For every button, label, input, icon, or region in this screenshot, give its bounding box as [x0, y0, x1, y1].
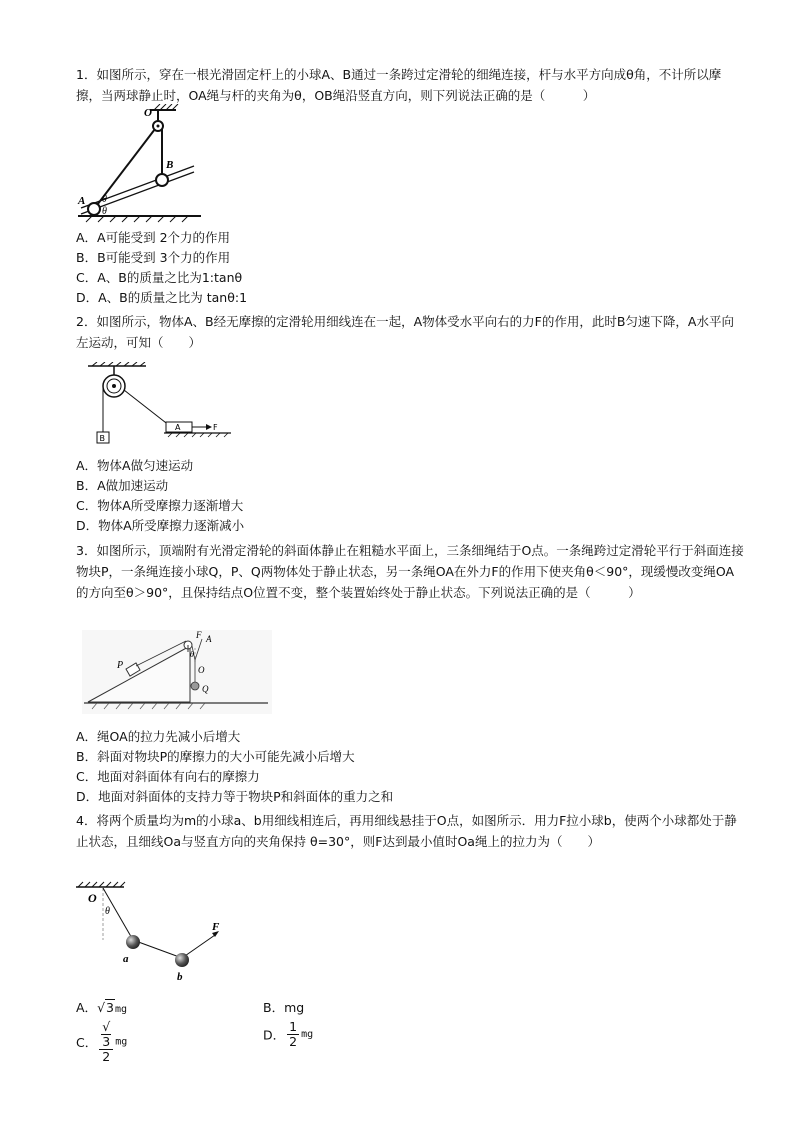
question-4-stem: 4．将两个质量均为m的小球a、b用细线相连后，再用细线悬挂于O点，如图所示．用力F拉小球b，使两个小球都处于静止状态，且细线Oa与竖直方向的夹角保持 θ=30°，则F达到最小值时Oa绳上的拉力为（ ）	[76, 813, 737, 849]
figure-4	[76, 880, 236, 980]
q2-option-a: A．物体A做匀速运动	[76, 458, 194, 473]
label-theta-1: θ	[102, 194, 107, 205]
question-1	[76, 64, 746, 106]
label-F-force: F	[213, 423, 218, 432]
q2-option-d: D．物体A所受摩擦力逐渐减小	[76, 518, 245, 533]
figure-2	[86, 362, 236, 448]
label-A: A	[206, 634, 212, 644]
question-1-stem: 1．如图所示，穿在一根光滑固定杆上的小球A、B通过一条跨过定滑轮的细绳连接，杆与水平方向成θ角，不计所以摩擦，当两球静止时，OA绳与杆的夹角为θ，OB绳沿竖直方向，则下列说法正确的是（ ）	[76, 67, 722, 103]
figure-3	[82, 630, 272, 714]
q3-option-c: C．地面对斜面体有向右的摩擦力	[76, 769, 260, 784]
figure-1	[76, 104, 206, 224]
label-O: O	[144, 107, 152, 119]
label-A-block: A	[175, 423, 181, 432]
q1-options	[76, 228, 247, 308]
q3-option-b: B．斜面对物块P的摩擦力的大小可能先减小后增大	[76, 749, 355, 764]
question-3-stem: 3．如图所示，顶端附有光滑定滑轮的斜面体静止在粗糙水平面上，三条细绳结于O点。一条绳跨过定滑轮平行于斜面连接物块P，一条绳连接小球Q，P、Q两物体处于静止状态，另一条绳OA在外力F的作用下使夹角θ＜90°，现缓慢改变绳OA的方向至θ＞90°，且保持结点O位置不变，整个装置始终处于静止状态。下列说法正确的是（ ）	[76, 543, 744, 600]
label-theta: θ	[105, 906, 110, 917]
q3-options	[76, 727, 393, 807]
q4-option-c: C． √ 3 2 mg	[76, 1019, 128, 1064]
label-B: B	[166, 159, 174, 171]
q4-option-d: D． $\frac{1}{2}$ mg	[263, 1019, 314, 1049]
q2-option-b: B．A做加速运动	[76, 478, 169, 493]
q2-options	[76, 456, 244, 536]
label-theta-2: θ	[102, 206, 107, 217]
label-O: O	[88, 891, 97, 905]
label-a: a	[123, 953, 129, 965]
question-4	[76, 810, 746, 852]
q3-option-a: A．绳OA的拉力先减小后增大	[76, 729, 241, 744]
label-b: b	[177, 971, 183, 980]
q1-option-c: C．A、B的质量之比为1:tanθ	[76, 270, 243, 285]
label-theta: θ	[190, 650, 194, 659]
q1-option-b: B．B可能受到 3个力的作用	[76, 250, 231, 265]
label-P: P	[117, 660, 124, 671]
label-O: O	[198, 665, 205, 675]
label-Q: Q	[202, 684, 209, 694]
question-2-stem: 2．如图所示，物体A、B经无摩擦的定滑轮用细线连在一起，A物体受水平向右的力F的作用，此时B匀速下降，A水平向左运动，可知（ ）	[76, 314, 734, 350]
q4-option-a: A．√3mg	[76, 1000, 128, 1015]
label-A: A	[78, 195, 86, 207]
label-F: F	[196, 630, 202, 640]
question-3	[76, 540, 746, 603]
label-B-block: B	[99, 434, 105, 443]
q4-option-b: B．mg	[263, 1000, 305, 1015]
q1-option-d: D．A、B的质量之比为 tanθ:1	[76, 290, 248, 305]
q2-option-c: C．物体A所受摩擦力逐渐增大	[76, 498, 244, 513]
q1-option-a: A．A可能受到 2个力的作用	[76, 230, 231, 245]
label-F: F	[212, 921, 220, 933]
q3-option-d: D．地面对斜面体的支持力等于物块P和斜面体的重力之和	[76, 789, 394, 804]
question-2	[76, 311, 746, 353]
